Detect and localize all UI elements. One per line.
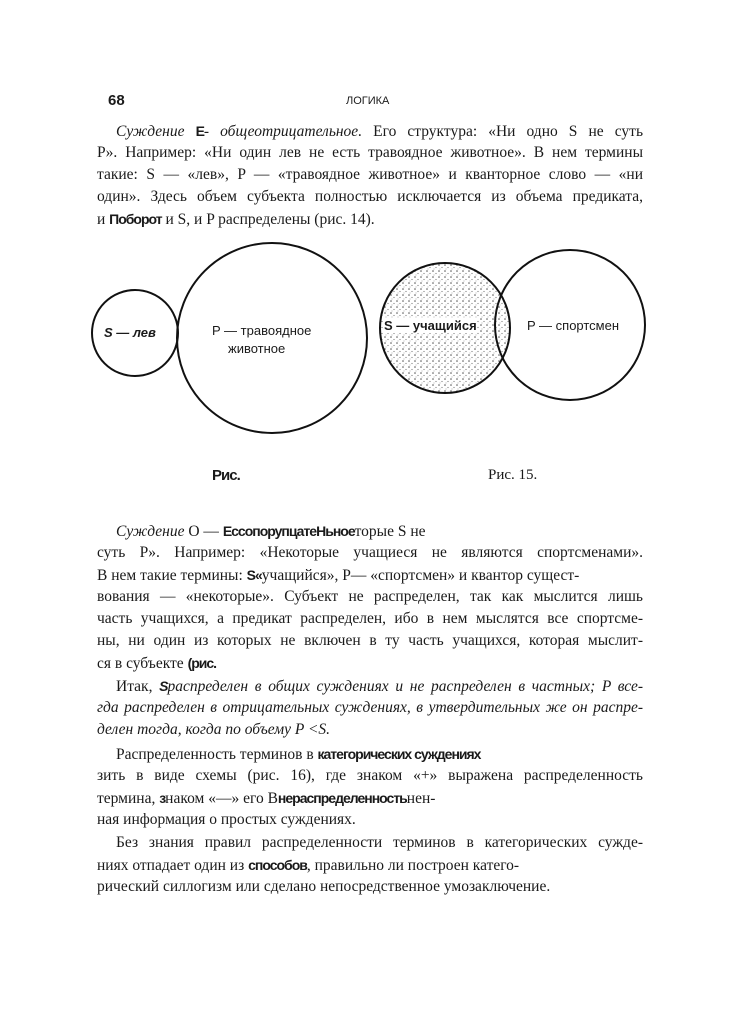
ocr-overlay: Поборот [109,211,162,227]
para2-line [116,522,643,541]
para1-line: P». Например: «Ни один лев не есть травоядное животное». В нем термины [97,144,643,161]
para3-line [116,677,643,696]
para2-line [97,654,643,673]
fig14-s-label: S — лев [104,325,156,340]
text: Итак, [116,678,160,695]
ocr-overlay: ЕссопорупцатеНьное [222,523,355,539]
text: Его структура: «Ни одно S не суть [362,123,644,140]
text: О — [188,523,223,540]
text: и [97,211,110,228]
para2-line: вования — «некоторые». Субъект не распределен, так как мыслится лишь [97,588,643,605]
ocr-overlay: з [159,790,166,806]
text: В нем такие термины: [97,567,247,584]
para5-line: рический силлогизм или сделано непосредственное умозаключение. [97,878,551,895]
para2-line [97,566,643,585]
text: ниях отпадает один из [97,857,249,874]
term-label: Суждение [116,523,189,540]
text: Распределенность терминов в [116,746,318,763]
page-number: 68 [108,92,125,109]
text: учащийся», P— «спортсмен» и квантор сущест- [261,567,580,584]
term-label: Суждение [116,123,196,140]
para4-line [116,745,643,764]
para2-line: часть учащихся, а предикат распределен, ибо в нем мыслятся все спортсме- [97,610,643,627]
fig14-p-circle [177,243,367,433]
text: ся в субъекте [97,655,188,672]
para4-line: зить в виде схемы (рис. 16), где знаком «+» выражена распределенность [97,767,643,784]
para4-line: ная информация о простых суждениях. [97,811,356,828]
para3-line: гда распределен в отрицательных суждениях, в утвердительных же он распре- [97,699,643,716]
ocr-overlay: S [159,678,168,694]
text: термина, [97,790,160,807]
para2-line: суть P». Например: «Некоторые учащиеся не являются спортсменами». [97,544,643,561]
fig14-p-label: P — травоядное [212,323,312,338]
ocr-overlay: нераспределенность [277,790,407,806]
text: и S, и P распределены (рис. 14). [161,211,375,228]
fig15-s-label: S — учащийся [384,318,477,333]
text: , правильно ли построен катего- [306,857,520,874]
fig15-caption: Рис. 15. [488,467,538,483]
ocr-overlay: (рис. [187,655,217,671]
para5-line: Без знания правил распределенности терминов в категорических сужде- [116,834,643,851]
ocr-overlay: Е [195,123,204,139]
para5-line [97,856,643,875]
text: наком «—» его В [165,790,278,807]
para4-line [97,789,643,808]
para3-line: делен тогда, когда по объему P <S. [97,721,331,738]
fig15-p-label: P — спортсмен [527,318,620,333]
ocr-overlay: категорических суждениях [317,746,481,762]
para1-line: один». Здесь объем субъекта полностью исключается из объема предиката, [97,188,643,205]
ocr-overlay: S« [246,567,262,583]
para1-line: такие: S — «лев», P — «травоядное животное» и кванторное слово — «ни [97,166,643,183]
running-title: ЛОГИКА [346,95,390,107]
fig14-caption: Рис. [212,467,240,484]
text: торые S не [354,523,426,540]
term-name: - общеотрицательное. [203,123,363,140]
para2-line: ны, ни один из которых не включен в ту часть учащихся, которая мыслит- [97,632,643,649]
text: нен- [406,790,436,807]
text: распределен в общих суждениях и не распределен в частных; P все- [167,678,643,695]
ocr-overlay: способов [248,857,307,873]
fig14-p-label: животное [228,341,286,356]
